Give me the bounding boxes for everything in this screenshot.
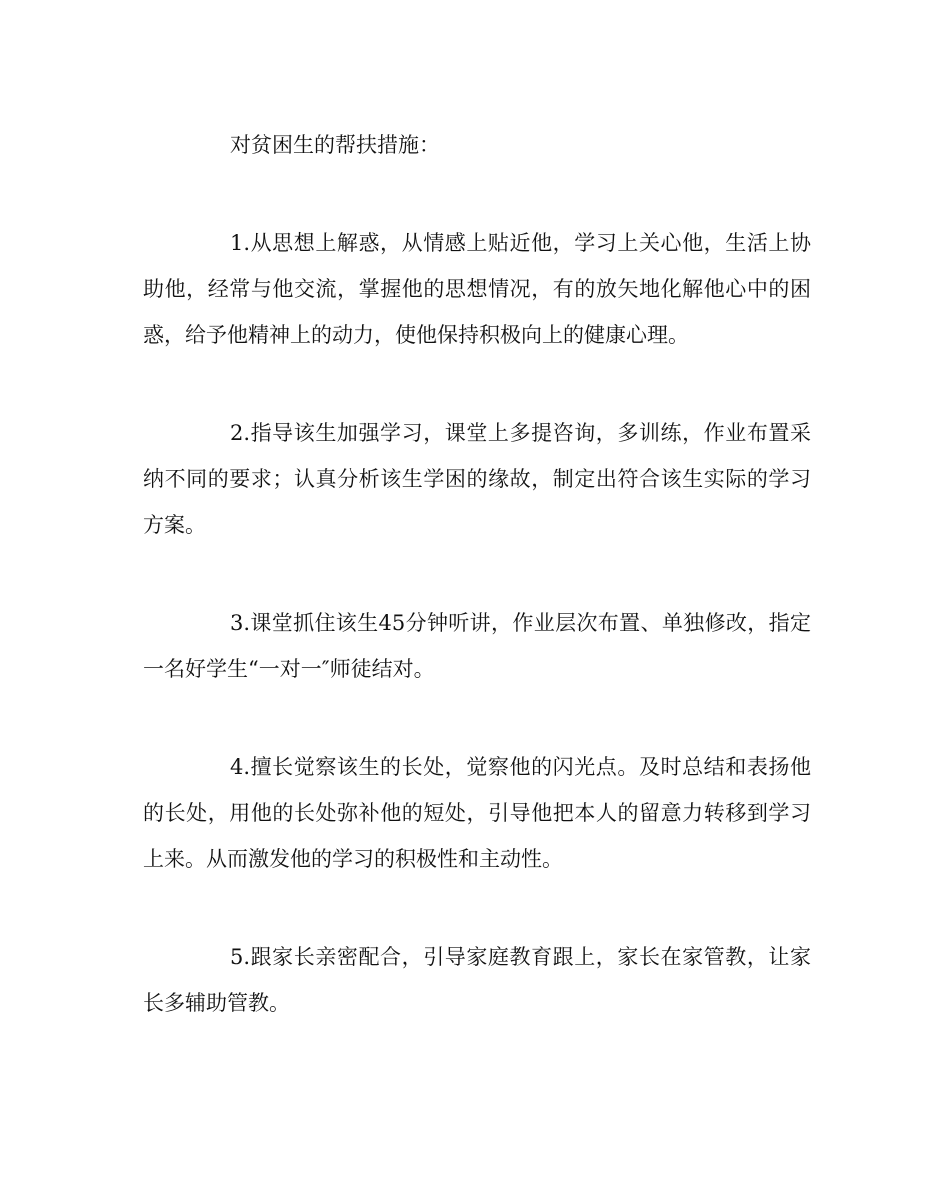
- paragraph-4: 4.擅长觉察该生的长处，觉察他的闪光点。及时总结和表扬他的长处，用他的长处弥补他的短处，引导他把本人的留意力转移到学习上来。从而激发他的学习的积极性和主动性。: [143, 755, 811, 871]
- document-body: [143, 122, 811, 1026]
- spacer: [143, 168, 811, 220]
- paragraph-2: 2.指导该生加强学习，课堂上多提咨询，多训练，作业布置采纳不同的要求；认真分析该生学困的缘故，制定出符合该生实际的学习方案。: [143, 421, 811, 537]
- document-heading: 对贫困生的帮扶措施：: [230, 133, 440, 157]
- paragraph-1: 1.从思想上解惑，从情感上贴近他，学习上关心他，生活上协助他，经常与他交流，掌握他的思想情况，有的放矢地化解他心中的困惑，给予他精神上的动力，使他保持积极向上的健康心理。: [143, 231, 811, 347]
- spacer: [143, 548, 811, 600]
- spacer: [143, 692, 811, 744]
- paragraph-3: 3.课堂抓住该生45分钟听讲，作业层次布置、单独修改，指定一名好学生“一对一″师徒结对。: [143, 611, 811, 681]
- spacer: [143, 358, 811, 410]
- paragraph-5: 5.跟家长亲密配合，引导家庭教育跟上，家长在家管教，让家长多辅助管教。: [143, 945, 811, 1015]
- spacer: [143, 882, 811, 934]
